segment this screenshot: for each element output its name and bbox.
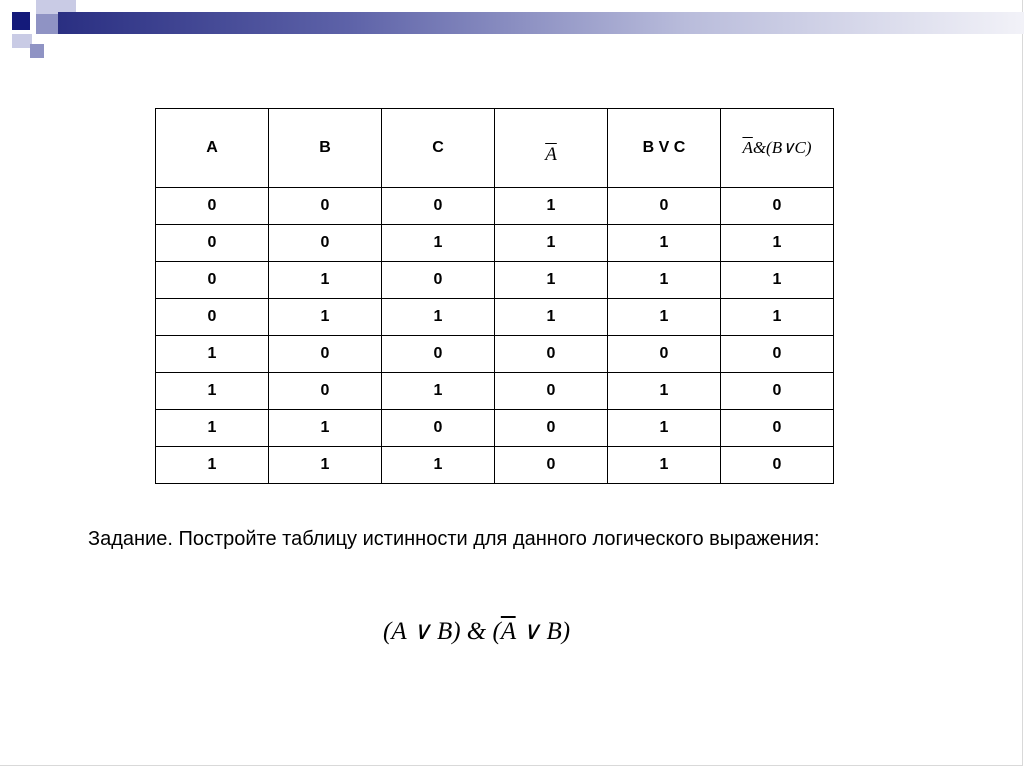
table-row [156,188,834,225]
table-cell: 0 [608,336,721,373]
table-cell: 1 [721,299,834,336]
table-cell: 1 [608,299,721,336]
deco-square-light [36,0,58,14]
table-cell: 0 [156,188,269,225]
table-cell: 0 [269,225,382,262]
title-decoration [0,0,1024,60]
table-row [156,447,834,484]
table-cell: 1 [156,373,269,410]
table-cell: 0 [382,336,495,373]
table-cell: 0 [721,447,834,484]
title-bar-gradient [58,12,1024,34]
table-cell: 0 [382,188,495,225]
deco-square-light [12,34,32,48]
table-cell: 1 [269,262,382,299]
table-cell: 0 [721,373,834,410]
table-cell: 0 [269,373,382,410]
table-cell: 1 [608,373,721,410]
table-cell: 0 [495,410,608,447]
table-cell: 0 [495,336,608,373]
deco-square-dark [12,12,30,30]
table-row [156,262,834,299]
table-cell: 1 [608,410,721,447]
table-cell: 1 [156,447,269,484]
table-cell: 0 [495,373,608,410]
table-cell: 1 [495,225,608,262]
table-cell: 0 [608,188,721,225]
truth-table [155,108,834,484]
table-cell: 1 [269,447,382,484]
header-a: A [156,109,269,188]
header-result-neg: $\overline{A}$ [742,138,753,157]
task-text: Задание. Постройте таблицу истинности для данного логического выражения: [88,528,820,550]
table-cell: 1 [269,299,382,336]
table-row [156,410,834,447]
table-cell: 0 [382,262,495,299]
table-cell: 0 [721,410,834,447]
table-cell: 1 [382,447,495,484]
table-cell: 1 [269,410,382,447]
table-cell: 1 [608,225,721,262]
header-result [721,109,834,188]
table-cell: 1 [382,299,495,336]
expression-negated-a: $\overline{A}$ [500,618,516,645]
header-c: C [382,109,495,188]
table-cell: 0 [269,336,382,373]
header-not-a-label: $\overline{A}$ [545,144,557,165]
header-result-rest: &(B∨C) [752,138,812,157]
table-cell: 1 [156,336,269,373]
table-row [156,299,834,336]
expression-part-2: ∨ B) [515,618,571,645]
table-cell: 0 [156,262,269,299]
deco-square-light [58,0,76,12]
logic-expression [383,616,570,646]
table-cell: 0 [382,410,495,447]
table-cell: 1 [382,225,495,262]
table-cell: 1 [495,299,608,336]
deco-square-mid [30,44,44,58]
table-cell: 1 [382,373,495,410]
table-header-row [156,109,834,188]
table-cell: 0 [156,225,269,262]
deco-square-mid [36,14,58,34]
table-cell: 1 [495,262,608,299]
expression-part-1: (A ∨ B) & ( [383,618,501,645]
table-cell: 0 [721,188,834,225]
header-not-a [495,109,608,188]
table-cell: 0 [721,336,834,373]
table-cell: 1 [156,410,269,447]
table-cell: 0 [156,299,269,336]
header-b: B [269,109,382,188]
table-cell: 1 [608,447,721,484]
table-cell: 0 [269,188,382,225]
table-cell: 1 [608,262,721,299]
table-row [156,225,834,262]
table-body [156,188,834,484]
table-cell: 1 [721,225,834,262]
table-cell: 1 [495,188,608,225]
table-row [156,373,834,410]
table-row [156,336,834,373]
table-cell: 0 [495,447,608,484]
header-b-or-c: B V C [608,109,721,188]
table-cell: 1 [721,262,834,299]
